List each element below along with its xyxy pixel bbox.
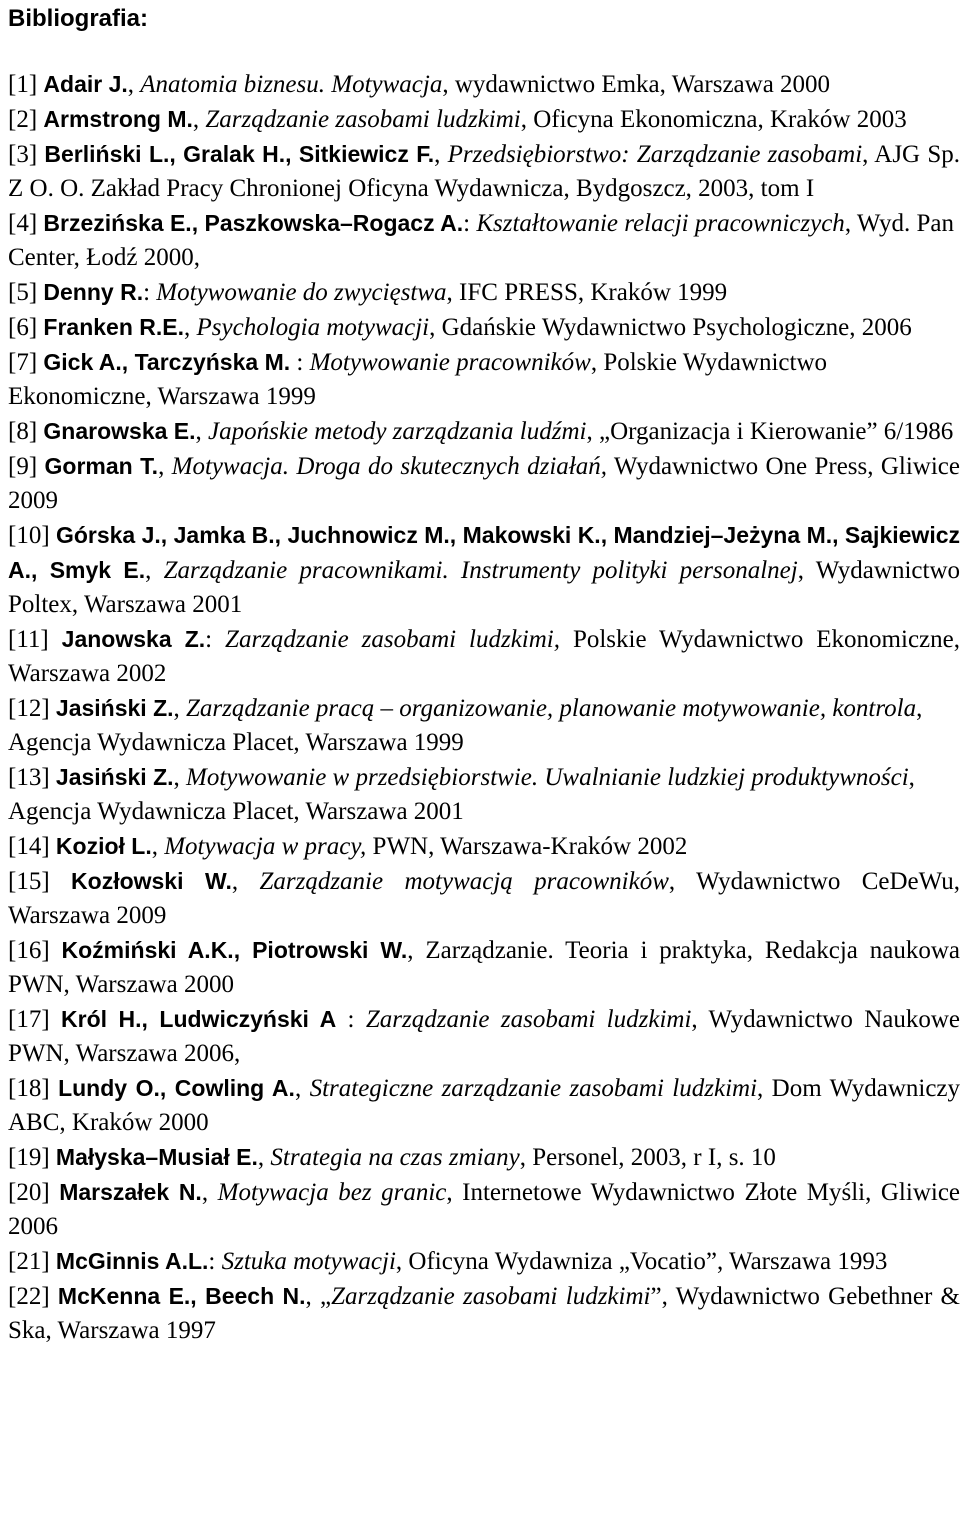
reference-number: [3] — [8, 141, 45, 168]
reference-number: [20] — [8, 1179, 60, 1206]
bibliography-heading: Bibliografia: — [8, 5, 149, 32]
reference-number: [11] — [8, 626, 62, 653]
reference-authors: Gnarowska E. — [43, 418, 196, 444]
reference-item-16 — [8, 933, 960, 1002]
reference-separator: , — [192, 106, 206, 133]
reference-authors: Małyska–Musiał E. — [55, 1144, 258, 1170]
reference-number: [21] — [8, 1248, 56, 1275]
reference-authors: Jasiński Z. — [55, 695, 174, 721]
reference-item-12 — [8, 691, 960, 760]
reference-title: Strategiczne zarządzanie zasobami ludzkimi — [309, 1075, 758, 1102]
reference-number: [2] — [8, 106, 44, 133]
reference-title: Motywacja bez granic — [217, 1179, 447, 1206]
reference-item-11 — [8, 622, 960, 691]
reference-item-17 — [8, 1002, 960, 1071]
reference-publisher: , Oficyna Wydawniza „Vocatio”, Warszawa 1993 — [395, 1248, 888, 1275]
reference-separator: , — [434, 141, 448, 168]
reference-list — [8, 67, 960, 1348]
reference-authors: Marszałek N. — [59, 1179, 202, 1205]
reference-title: Motywowanie pracowników — [309, 349, 591, 376]
reference-item-1 — [8, 67, 960, 102]
reference-number: [4] — [8, 210, 44, 237]
reference-item-8 — [8, 414, 960, 449]
reference-item-18 — [8, 1071, 960, 1140]
reference-number: [13] — [8, 764, 56, 791]
reference-authors: Jasiński Z. — [55, 764, 174, 790]
reference-authors: Król H., Ludwiczyński A — [61, 1006, 337, 1032]
reference-title: Motywacja w pracy, — [164, 833, 367, 860]
reference-item-2 — [8, 102, 960, 137]
reference-item-5 — [8, 275, 960, 310]
reference-authors: Lundy O., Cowling A. — [58, 1075, 295, 1101]
reference-item-15 — [8, 864, 960, 933]
reference-number: [1] — [8, 71, 44, 98]
reference-authors: Koźmiński A.K., Piotrowski W. — [61, 937, 408, 963]
reference-title: Anatomia biznesu. Motywacja — [140, 71, 443, 98]
reference-separator: , — [145, 557, 164, 584]
reference-authors: Gick A., Tarczyńska M. — [43, 349, 291, 375]
reference-item-20 — [8, 1175, 960, 1244]
reference-authors: McGinnis A.L. — [55, 1248, 209, 1274]
reference-separator: , „ — [305, 1283, 332, 1310]
reference-number: [19] — [8, 1144, 56, 1171]
reference-number: [17] — [8, 1006, 62, 1033]
reference-authors: McKenna E., Beech N. — [57, 1283, 306, 1309]
reference-title: Przedsiębiorstwo: Zarządzanie zasobami — [447, 141, 863, 168]
reference-separator: : — [463, 210, 477, 237]
reference-separator: , — [173, 695, 187, 722]
reference-publisher: , Personel, 2003, r I, s. 10 — [519, 1144, 776, 1171]
reference-authors: Górska J., Jamka B., Juchnowicz M., Makowski K., Mandziej–Jeżyna M., Sajkiewicz A., Smyk E. — [8, 522, 960, 583]
reference-item-3 — [8, 137, 960, 206]
reference-item-7 — [8, 345, 960, 414]
reference-title: Zarządzanie pracownikami. Instrumenty polityki personalnej — [163, 557, 798, 584]
reference-item-14 — [8, 829, 960, 864]
reference-separator: , — [195, 418, 209, 445]
reference-authors: Armstrong M. — [43, 106, 193, 132]
reference-separator: , — [158, 453, 172, 480]
reference-publisher: Zarządzanie. Teoria i praktyka, Redakcja naukowa PWN, Warszawa 2000 — [8, 937, 960, 998]
reference-title: Sztuka motywacji — [221, 1248, 396, 1275]
reference-title: Japońskie metody zarządzania ludźmi — [208, 418, 587, 445]
reference-authors: Adair J. — [43, 71, 128, 97]
reference-number: [10] — [8, 522, 56, 549]
reference-item-9 — [8, 449, 960, 518]
reference-title: Zarządzanie pracą – organizowanie, planowanie motywowanie, kontrola — [186, 695, 917, 722]
reference-separator: , — [184, 314, 197, 341]
reference-item-22 — [8, 1279, 960, 1348]
reference-title: Strategia na czas zmiany — [270, 1144, 520, 1171]
reference-number: [6] — [8, 314, 44, 341]
reference-authors: Gorman T. — [44, 453, 159, 479]
reference-separator: , — [407, 937, 426, 964]
reference-publisher: ”, Wydawnictwo Gebethner & Ska, Warszawa 1997 — [8, 1283, 960, 1344]
reference-item-13 — [8, 760, 960, 829]
reference-separator: , — [151, 833, 165, 860]
reference-separator: , — [201, 1179, 218, 1206]
reference-title: Kształtowanie relacji pracowniczych — [476, 210, 845, 237]
reference-number: [5] — [8, 279, 44, 306]
reference-publisher: , Internetowe Wydawnictwo Złote Myśli, Gliwice 2006 — [8, 1179, 960, 1240]
reference-number: [16] — [8, 937, 62, 964]
reference-publisher: , „Organizacja i Kierowanie” 6/1986 — [586, 418, 954, 445]
reference-publisher: , IFC PRESS, Kraków 1999 — [446, 279, 728, 306]
reference-separator: : — [290, 349, 310, 376]
reference-authors: Franken R.E. — [43, 314, 185, 340]
reference-title: Motywowanie w przedsiębiorstwie. Uwalnianie ludzkiej produktywności — [186, 764, 909, 791]
reference-publisher: , Oficyna Ekonomiczna, Kraków 2003 — [520, 106, 907, 133]
reference-number: [8] — [8, 418, 44, 445]
reference-publisher: , Wyd. Pan Center, Łodź 2000, — [8, 210, 954, 271]
reference-authors: Brzezińska E., Paszkowska–Rogacz A. — [43, 210, 464, 236]
reference-publisher: , Wydawnictwo Naukowe PWN, Warszawa 2006, — [8, 1006, 960, 1067]
reference-title: Zarządzanie zasobami ludzkimi, — [225, 626, 560, 653]
reference-publisher: , Polskie Wydawnictwo Ekonomiczne, Warszawa 1999 — [8, 349, 828, 410]
reference-number: [22] — [8, 1283, 58, 1310]
reference-authors: Denny R. — [43, 279, 144, 305]
reference-item-4 — [8, 206, 960, 275]
reference-publisher: PWN, Warszawa-Kraków 2002 — [366, 833, 688, 860]
reference-item-10 — [8, 518, 960, 622]
reference-title: Zarządzanie zasobami ludzkimi — [331, 1283, 651, 1310]
reference-title: Psychologia motywacji — [196, 314, 430, 341]
reference-number: [18] — [8, 1075, 59, 1102]
reference-publisher: , Gdańskie Wydawnictwo Psychologiczne, 2006 — [429, 314, 912, 341]
reference-publisher: , Agencja Wydawnicza Placet, Warszawa 1999 — [8, 695, 923, 756]
reference-item-21 — [8, 1244, 960, 1279]
reference-title: Zarządzanie zasobami ludzkimi — [365, 1006, 692, 1033]
reference-number: [12] — [8, 695, 56, 722]
reference-publisher: Polskie Wydawnictwo Ekonomiczne, Warszawa 2002 — [8, 626, 960, 687]
reference-publisher: , wydawnictwo Emka, Warszawa 2000 — [442, 71, 831, 98]
reference-title: Motywacja. Droga do skutecznych działań, — [171, 453, 607, 480]
reference-title: Zarządzanie zasobami ludzkimi — [205, 106, 521, 133]
reference-number: [14] — [8, 833, 56, 860]
reference-separator: : — [208, 1248, 222, 1275]
reference-authors: Janowska Z. — [61, 626, 206, 652]
document-page — [8, 0, 960, 1525]
reference-number: [7] — [8, 349, 44, 376]
reference-publisher: , AJG Sp. Z O. O. Zakład Pracy Chronionej Oficyna Wydawnicza, Bydgoszcz, 2003, tom I — [8, 141, 960, 202]
reference-authors: Kozłowski W. — [71, 868, 232, 894]
reference-separator: : — [143, 279, 157, 306]
reference-authors: Berliński L., Gralak H., Sitkiewicz F. — [44, 141, 435, 167]
reference-publisher: , Agencja Wydawnicza Placet, Warszawa 2001 — [8, 764, 915, 825]
reference-separator: , — [173, 764, 187, 791]
reference-item-6 — [8, 310, 960, 345]
reference-separator: , — [127, 71, 141, 98]
reference-separator: , — [257, 1144, 271, 1171]
reference-separator: , — [294, 1075, 310, 1102]
reference-separator: , — [231, 868, 260, 895]
reference-number: [9] — [8, 453, 45, 480]
reference-publisher: , Wydawnictwo Poltex, Warszawa 2001 — [8, 557, 960, 618]
reference-title: Zarządzanie motywacją pracowników — [259, 868, 669, 895]
reference-item-19 — [8, 1140, 960, 1175]
reference-number: [15] — [8, 868, 72, 895]
reference-publisher: , Wydawnictwo CeDeWu, Warszawa 2009 — [8, 868, 960, 929]
reference-publisher: , Dom Wydawniczy ABC, Kraków 2000 — [8, 1075, 960, 1136]
reference-title: Motywowanie do zwycięstwa — [156, 279, 447, 306]
reference-authors: Kozioł L. — [55, 833, 152, 859]
reference-publisher: Wydawnictwo One Press, Gliwice 2009 — [8, 453, 960, 514]
reference-separator: : — [336, 1006, 366, 1033]
reference-separator: : — [205, 626, 226, 653]
